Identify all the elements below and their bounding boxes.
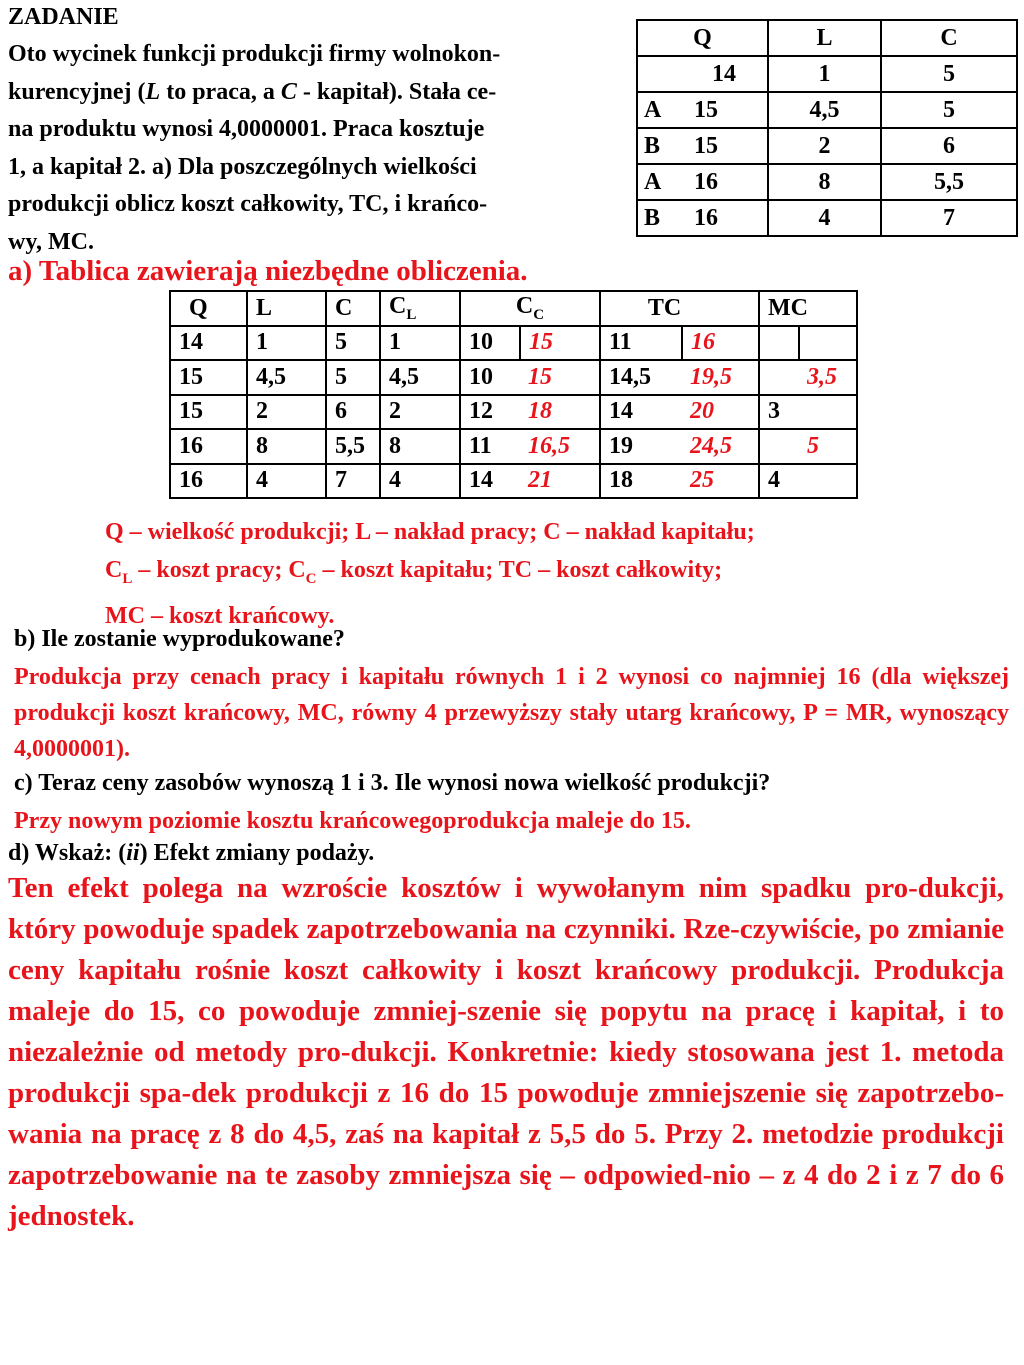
answer-d: Ten efekt polega na wzroście kosztów i wywołanym nim spadku pro-dukcji, który powoduje spadek zapotrzebowania na czynniki. Rze-czywiście, po zmianie ceny kapitału rośnie koszt całkowity i koszt krańcowy produkcji. Produkcja maleje do 15, co powoduje zmniej-szenie się popytu na pracę i kapitał, i to niezależnie od metody pro-dukcji. Konkretnie: kiedy stosowana jest 1. metoda produkcji spa-dek produkcji z 16 do 15 powoduje zmniejszenie się zapotrzebo-wania na pracę z 8 do 4,5, zaś na kapitał z 5,5 do 5. Przy 2. metodzie produkcji zapotrzebowanie na te zasoby zmniejsza się – odpowied-nio – z 4 do 2 i z 7 do 6 jednostek. [8,872,1004,1232]
cell-tc-new: 24,5 [682,429,759,464]
table-row [637,200,1017,236]
cell-c: 6 [326,395,380,430]
table-row [170,464,857,499]
cell-cc-old: 10 [460,360,520,395]
intro-line-4: 1, a kapitał 2. a) Dla poszczególnych wielkości [8,153,477,180]
cell-mc-old [759,326,799,361]
cell-tc-new: 20 [682,395,759,430]
table-row [170,326,857,361]
task-description [8,36,626,261]
table-row [170,360,857,395]
cell-tc-new: 25 [682,464,759,499]
cell-q: 16 [170,464,247,499]
cell-c: 5 [326,326,380,361]
cell-cl: 4,5 [380,360,460,395]
cell-mc-new: 5 [799,429,857,464]
cell-mc-old [759,360,799,395]
cell-cc-new: 18 [520,395,600,430]
cell-c: 5 [326,360,380,395]
cell-q: B 16 [637,200,768,236]
cell-tc-new: 16 [682,326,759,361]
intro-line-2: kurencyjnej (L to praca, a C - kapitał). Stała ce- [8,78,497,105]
cell-tc-old: 14,5 [600,360,682,395]
cell-c: 5,5 [881,164,1017,200]
cell-cl: 8 [380,429,460,464]
cell-l: 1 [247,326,326,361]
cell-mc-new [799,326,857,361]
header-q: Q [170,291,247,326]
cell-cc-new: 16,5 [520,429,600,464]
cell-cc-old: 10 [460,326,520,361]
cell-q: 16 [170,429,247,464]
cell-tc-new: 19,5 [682,360,759,395]
cell-l: 8 [247,429,326,464]
cell-l: 1 [768,56,881,92]
question-c: c) Teraz ceny zasobów wynoszą 1 i 3. Ile wynosi nowa wielkość produkcji? [14,770,771,796]
legend-line-3: MC – koszt krańcowy. [105,602,335,629]
cell-cc-new: 21 [520,464,600,499]
intro-line-1: Oto wycinek funkcji produkcji firmy wolnokon- [8,41,501,67]
cell-mc-new: 3,5 [799,360,857,395]
cell-c: 5,5 [326,429,380,464]
cell-cl: 1 [380,326,460,361]
cell-cl: 4 [380,464,460,499]
table-row [170,429,857,464]
cell-l: 4 [768,200,881,236]
header-l: L [247,291,326,326]
cell-mc-new [799,395,857,430]
cell-mc-old: 4 [759,464,799,499]
cell-cc-old: 12 [460,395,520,430]
cell-mc-new [799,464,857,499]
cell-cc-new: 15 [520,326,600,361]
legend-line-2: $C_L$ – koszt pracy; $C_C$ – koszt kapitału; TC – koszt całkowity; [105,556,723,587]
question-d: d) Wskaż: (ii) Efekt zmiany podaży. [8,840,375,866]
cell-l: 4 [247,464,326,499]
cell-c: 7 [326,464,380,499]
table-row [637,164,1017,200]
cell-l: 8 [768,164,881,200]
cell-c: 5 [881,92,1017,128]
header-l: L [768,20,881,56]
cell-mc-old: 3 [759,395,799,430]
intro-line-3: na produktu wynosi 4,0000001. Praca kosztuje [8,116,485,142]
cell-q: 14 [637,56,768,92]
cell-tc-old: 19 [600,429,682,464]
cell-cc-new: 15 [520,360,600,395]
header-tc: TC [600,291,759,326]
cell-c: 7 [881,200,1017,236]
task-title: ZADANIE [8,4,119,30]
header-q: Q [637,20,768,56]
cell-q: A 15 [637,92,768,128]
cell-c: 5 [881,56,1017,92]
production-function-table [636,19,1018,237]
table-header-row [170,291,857,326]
header-mc: MC [759,291,857,326]
cost-calculation-table [169,290,858,499]
cell-q: 15 [170,360,247,395]
header-c: C [881,20,1017,56]
answer-c: Przy nowym poziomie kosztu krańcowegoprodukcja maleje do 15. [14,808,691,834]
cell-l: 4,5 [247,360,326,395]
cell-q: B 15 [637,128,768,164]
cell-c: 6 [881,128,1017,164]
cell-cc-old: 11 [460,429,520,464]
cell-tc-old: 18 [600,464,682,499]
question-b: b) Ile zostanie wyprodukowane? [14,626,345,652]
cell-l: 4,5 [768,92,881,128]
cell-cc-old: 14 [460,464,520,499]
table-row [637,92,1017,128]
table-row [637,56,1017,92]
header-cc: $C_C$ [460,291,600,326]
cell-q: A 16 [637,164,768,200]
symbol-legend [105,514,755,635]
answer-a-heading: a) Tablica zawierają niezbędne obliczenia. [8,255,528,287]
cell-mc-old [759,429,799,464]
cell-tc-old: 11 [600,326,682,361]
table-row [170,395,857,430]
cell-tc-old: 14 [600,395,682,430]
answer-b: Produkcja przy cenach pracy i kapitału równych 1 i 2 wynosi co najmniej 16 (dla większej produkcji koszt krańcowy, MC, równy 4 przewyższy stały utarg krańcowy, P = MR, wynoszący 4,0000001). [14,664,1009,762]
cell-q: 15 [170,395,247,430]
table-header-row [637,20,1017,56]
header-cl: $C_L$ [380,291,460,326]
intro-line-6: wy, MC. [8,228,94,255]
cell-q: 14 [170,326,247,361]
cell-cl: 2 [380,395,460,430]
cell-l: 2 [247,395,326,430]
header-c: C [326,291,380,326]
table-row [637,128,1017,164]
intro-line-5: produkcji oblicz koszt całkowity, TC, i krańco- [8,191,488,217]
legend-line-1: Q – wielkość produkcji; L – nakład pracy; C – nakład kapitału; [105,519,755,545]
cell-l: 2 [768,128,881,164]
